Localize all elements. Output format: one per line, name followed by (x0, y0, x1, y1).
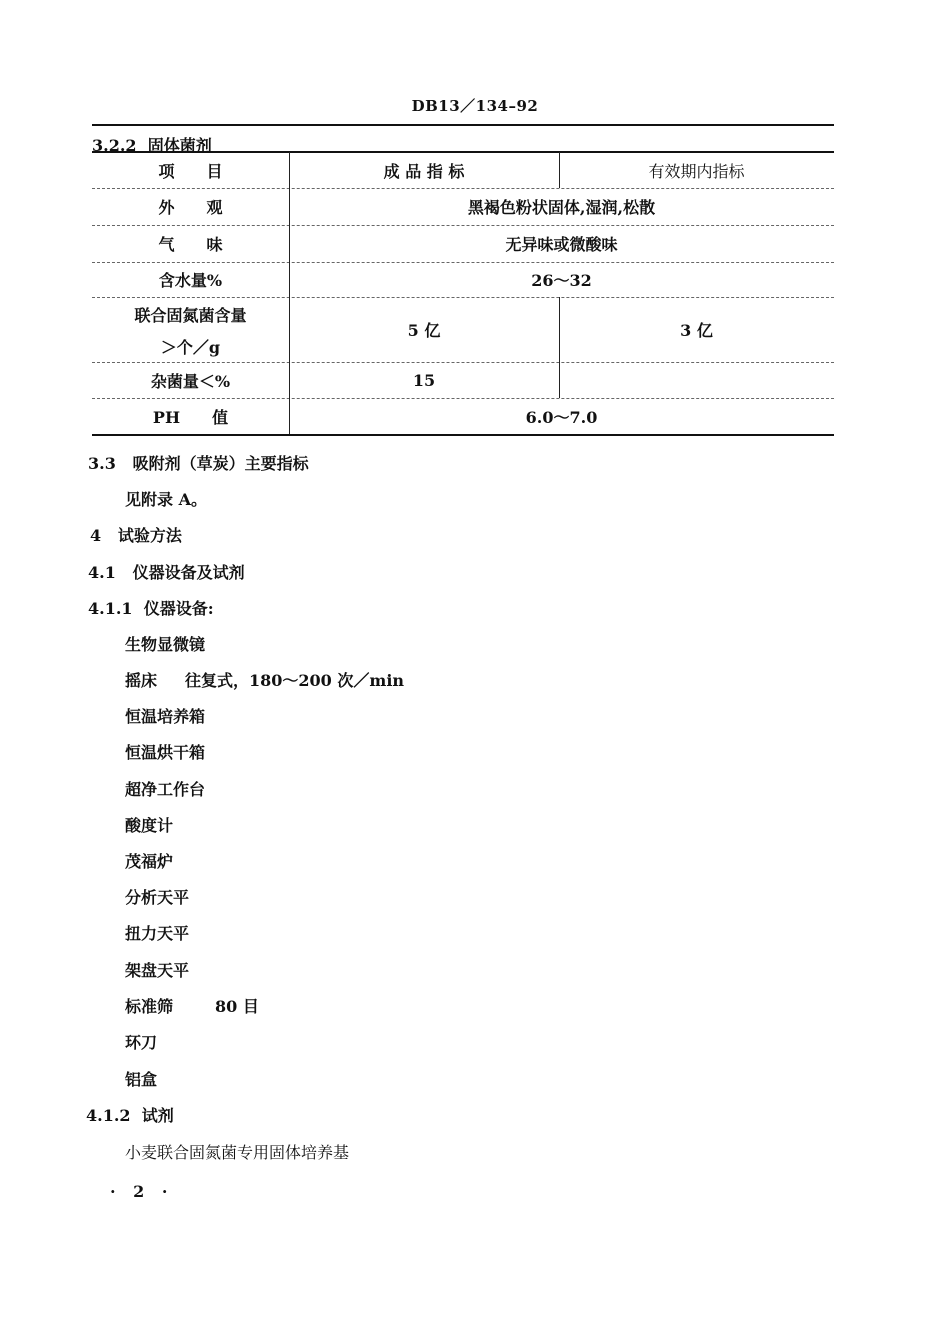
table-cell-product: 15 (412, 370, 436, 390)
section-3-2-2-heading (92, 133, 212, 156)
table-top-rule (92, 124, 834, 126)
section-4-heading (90, 523, 182, 546)
equipment-item: 扭力天平 (125, 924, 190, 943)
document-code-header: DB13／134–92 (411, 97, 539, 115)
section-number: 3.2.2 (92, 136, 137, 155)
equipment-item: 茂福炉 (125, 852, 174, 871)
table-cell-item: 含水量% (158, 271, 223, 290)
equipment-item: 恒温培养箱 (125, 707, 206, 726)
table-bottom-rule (92, 434, 834, 436)
section-title: 仪器设备及试剂 (132, 563, 245, 582)
equipment-item (125, 668, 404, 691)
section-title: 试剂 (141, 1106, 174, 1125)
page-number: · 2 · (110, 1182, 174, 1201)
table-cell-item-line1: 联合固氮菌含量 (134, 305, 247, 325)
table-cell-item: 气 味 (158, 235, 223, 254)
section-title: 固体菌剂 (147, 136, 212, 155)
table-cell-product: 5 亿 (407, 321, 441, 340)
section-title: 吸附剂（草炭）主要指标 (132, 454, 309, 473)
equipment-item: 恒温烘干箱 (125, 743, 206, 762)
section-number: 3.3 (88, 454, 116, 473)
section-title: 仪器设备: (143, 599, 214, 618)
table-cell-item: 外 观 (158, 198, 223, 217)
equipment-item: 架盘天平 (125, 961, 190, 980)
table-cell-item: PH 值 (152, 407, 229, 427)
equipment-item: 环刀 (125, 1033, 158, 1052)
equipment-item: 超净工作台 (125, 780, 206, 799)
equipment-item: 铝盒 (125, 1070, 158, 1089)
section-number: 4 (90, 526, 102, 545)
equipment-name: 摇床 (125, 671, 158, 690)
table-cell-item-line2: ＞个／g (160, 337, 221, 357)
section-3-3-text: 见附录 A。 (125, 490, 207, 509)
section-number: 4.1.2 (86, 1106, 131, 1125)
table-cell-item: 杂菌量＜% (150, 371, 231, 391)
table-header-validity: 有效期内指标 (648, 161, 745, 181)
section-number: 4.1 (88, 563, 116, 582)
table-cell-value: 无异味或微酸味 (505, 235, 618, 254)
equipment-detail: 往复式，180～200 次／min (185, 671, 405, 690)
section-4-1-1-heading (88, 596, 214, 619)
table-cell-value: 6.0～7.0 (525, 407, 598, 427)
table-header-item: 项 目 (158, 161, 223, 181)
table-header-product: 成 品 指 标 (383, 161, 465, 181)
equipment-detail: 80 目 (215, 997, 259, 1016)
equipment-name: 标准筛 (125, 997, 174, 1016)
section-number: 4.1.1 (88, 599, 133, 618)
reagent-text: 小麦联合固氮菌专用固体培养基 (125, 1143, 350, 1162)
section-3-3-heading (88, 451, 309, 474)
section-4-1-2-heading (86, 1103, 174, 1126)
equipment-item: 酸度计 (125, 816, 174, 835)
table-cell-validity (559, 362, 834, 398)
section-4-1-heading (88, 560, 245, 583)
solid-inoculant-spec-table (92, 118, 834, 438)
table-cell-value: 黑褐色粉状固体,湿润,松散 (467, 198, 656, 217)
table-cell-validity: 3 亿 (680, 321, 713, 340)
equipment-item: 分析天平 (125, 888, 190, 907)
section-title: 试验方法 (117, 526, 182, 545)
equipment-item: 生物显微镜 (125, 635, 206, 654)
table-cell-value: 26～32 (531, 271, 592, 290)
equipment-item (125, 994, 259, 1017)
